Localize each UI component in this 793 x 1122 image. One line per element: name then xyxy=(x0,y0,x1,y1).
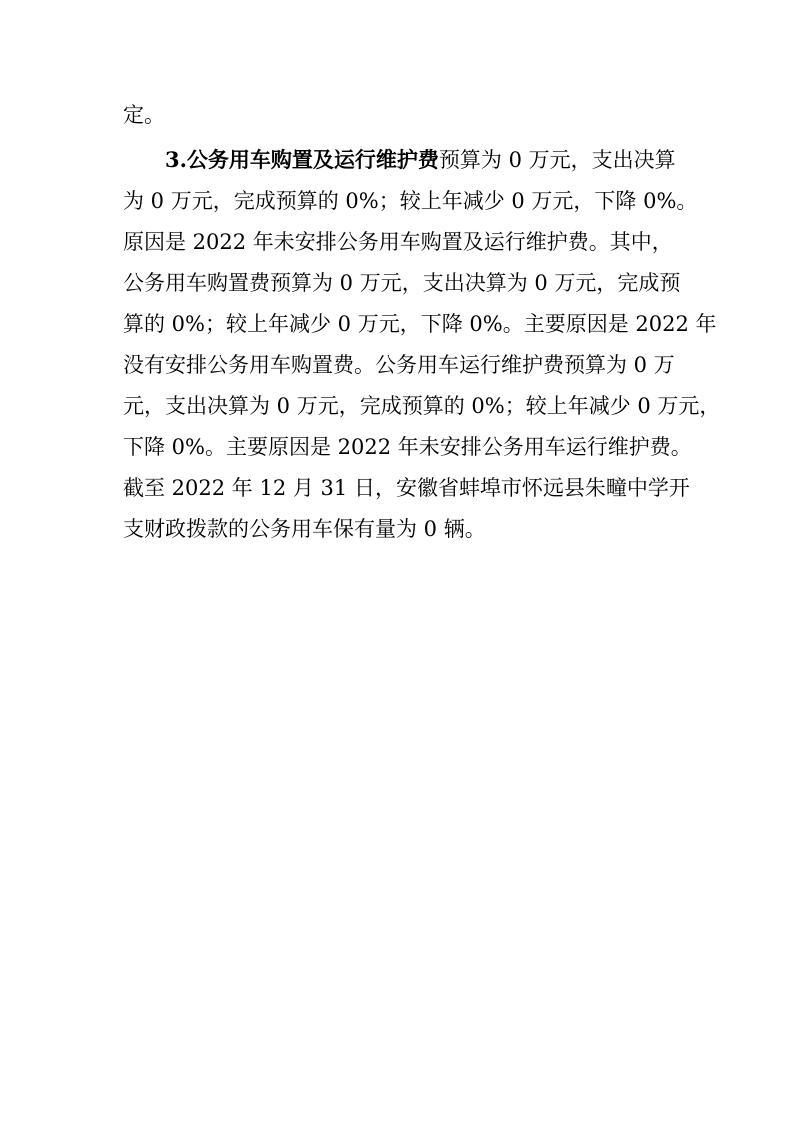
text-line-3: 为 0 万元，完成预算的 0%；较上年减少 0 万元，下降 0%。 xyxy=(123,189,698,213)
text-line-6: 算的 0%；较上年减少 0 万元，下降 0%。主要原因是 2022 年 xyxy=(123,312,717,336)
text-line-11: 支财政拨款的公务用车保有量为 0 辆。 xyxy=(123,517,486,541)
section-heading-line xyxy=(165,145,676,175)
text-line-4: 原因是 2022 年未安排公务用车购置及运行维护费。其中， xyxy=(123,230,673,254)
text-line-9: 下降 0%。主要原因是 2022 年未安排公务用车运行维护费。 xyxy=(123,435,692,459)
heading-continuation: 预算为 0 万元，支出决算 xyxy=(438,148,676,172)
text-line-8: 元，支出决算为 0 万元，完成预算的 0%；较上年减少 0 万元， xyxy=(123,394,721,418)
section-heading: 3.公务用车购置及运行维护费 xyxy=(165,147,439,172)
text-line-10: 截至 2022 年 12 月 31 日，安徽省蚌埠市怀远县朱疃中学开 xyxy=(123,476,690,500)
text-line-5: 公务用车购置费预算为 0 万元，支出决算为 0 万元，完成预 xyxy=(123,271,681,295)
text-line-7: 没有安排公务用车购置费。公务用车运行维护费预算为 0 万 xyxy=(123,353,675,377)
text-line-1: 定。 xyxy=(123,103,165,127)
